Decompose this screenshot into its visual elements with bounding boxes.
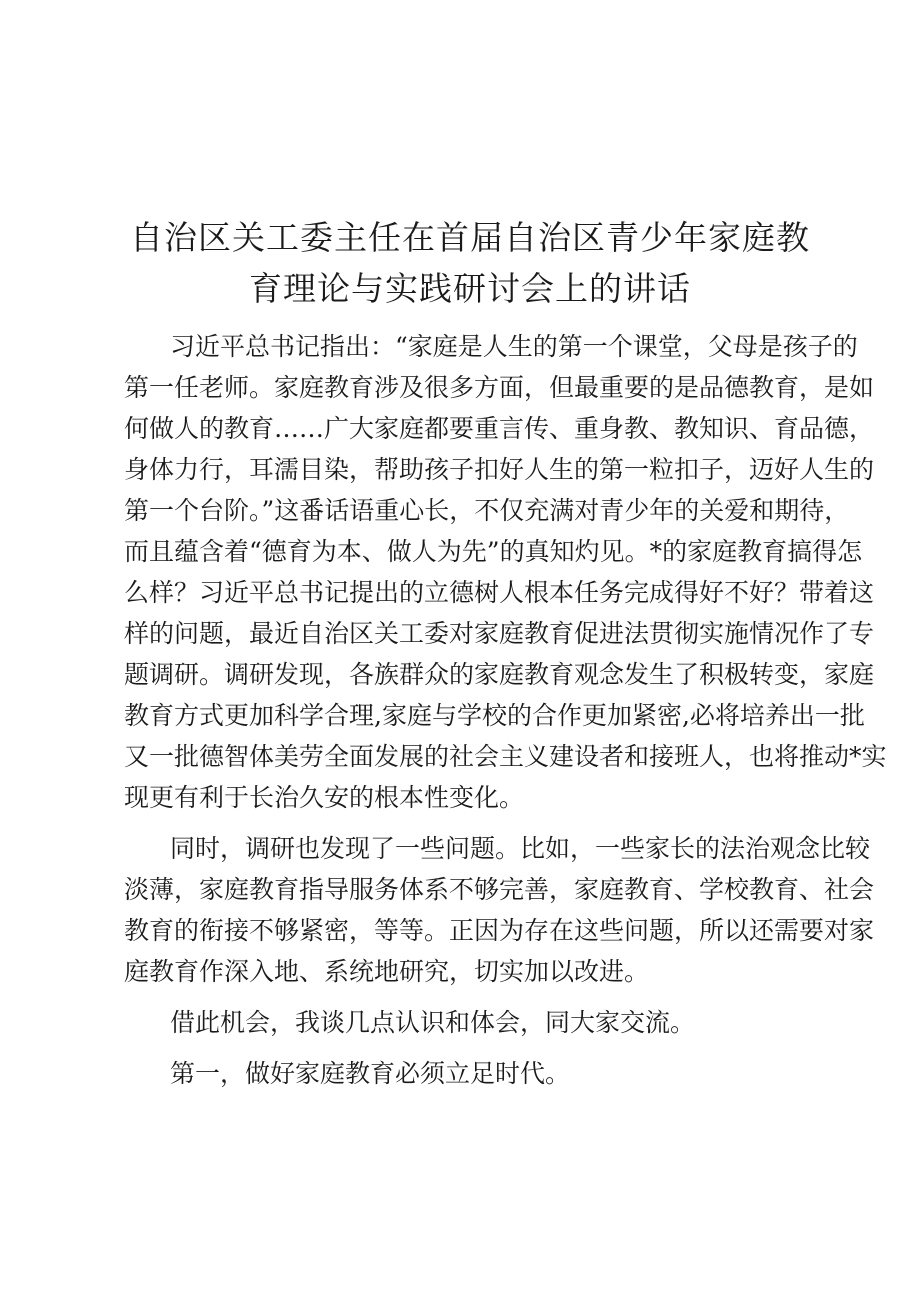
paragraph-line: 借此机会，我谈几点认识和体会，同大家交流。 (170, 1008, 696, 1037)
document-body (124, 326, 887, 1094)
paragraph-line: 样的问题，最近自治区关工委对家庭教育促进法贯彻实施情况作了专 (124, 619, 875, 648)
paragraph-line: 庭教育作深入地、系统地研究，切实加以改进。 (124, 957, 650, 986)
paragraph-line: 淡薄，家庭教育指导服务体系不够完善，家庭教育、学校教育、社会 (124, 875, 875, 904)
paragraph-line: 第一任老师。家庭教育涉及很多方面，但最重要的是品德教育，是如 (124, 373, 875, 402)
paragraph-point-one (124, 1053, 816, 1094)
paragraph-transition (124, 1002, 816, 1043)
title-line: 自治区关工委主任在首届自治区青少年家庭教 (130, 218, 810, 257)
paragraph-intro (124, 326, 887, 818)
paragraph-line: 同时，调研也发现了一些问题。比如，一些家长的法治观念比较 (170, 834, 871, 863)
paragraph-line: 么样？习近平总书记提出的立德树人根本任务完成得好不好？带着这 (124, 578, 875, 607)
title-line: 育理论与实践研讨会上的讲话 (249, 269, 691, 308)
paragraph-line: 身体力行，耳濡目染，帮助孩子扣好人生的第一粒扣子，迈好人生的 (124, 455, 875, 484)
paragraph-problems (124, 828, 875, 992)
paragraph-line: 现更有利于长治久安的根本性变化。 (124, 783, 525, 812)
paragraph-line: 习近平总书记指出：“家庭是人生的第一个课堂，父母是孩子的 (170, 332, 858, 361)
paragraph-line: 题调研。调研发现，各族群众的家庭教育观念发生了积极转变，家庭 (124, 660, 875, 689)
paragraph-line: 第一，做好家庭教育必须立足时代。 (170, 1059, 571, 1088)
paragraph-line: 第一个台阶。”这番话语重心长，不仅充满对青少年的关爱和期待， (124, 496, 850, 525)
paragraph-line: 而且蕴含着“德育为本、做人为先”的真知灼见。*的家庭教育搞得怎 (124, 537, 863, 566)
paragraph-line: 教育的衔接不够紧密，等等。正因为存在这些问题，所以还需要对家 (124, 916, 875, 945)
paragraph-line: 何做人的教育……广大家庭都要重言传、重身教、教知识、育品德， (124, 414, 875, 443)
paragraph-line: 教育方式更加科学合理,家庭与学校的合作更加紧密,必将培养出一批 (124, 701, 865, 730)
paragraph-line: 又一批德智体美劳全面发展的社会主义建设者和接班人，也将推动*实 (124, 742, 887, 771)
document-title (120, 212, 820, 314)
